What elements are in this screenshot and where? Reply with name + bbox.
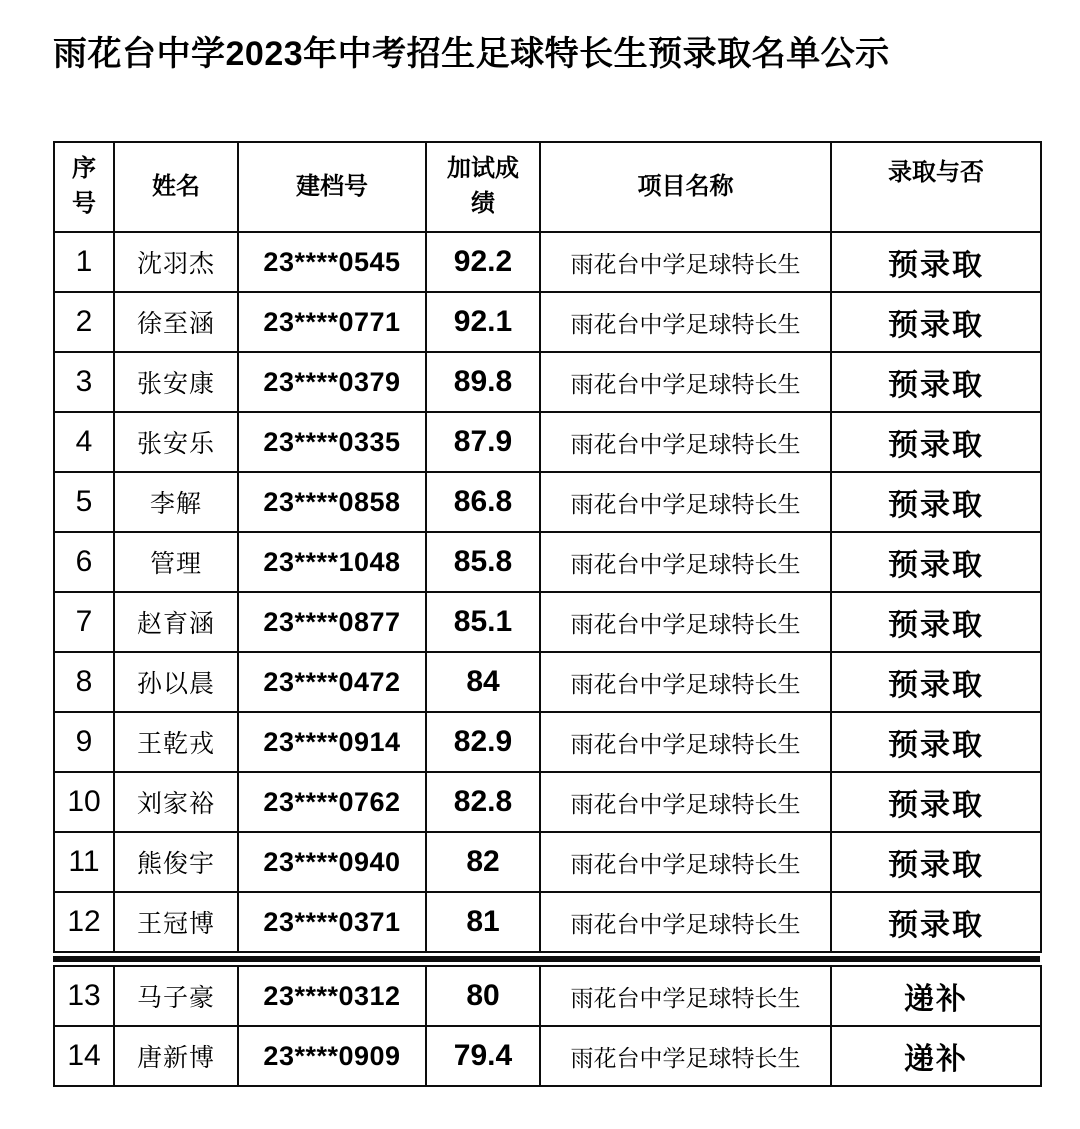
cell-no: 7 <box>54 592 114 652</box>
cell-no: 10 <box>54 772 114 832</box>
cell-status: 预录取 <box>831 352 1041 412</box>
cell-status: 预录取 <box>831 652 1041 712</box>
cell-program: 雨花台中学足球特长生 <box>540 832 831 892</box>
cell-name: 熊俊宇 <box>114 832 238 892</box>
cell-id: 23****0472 <box>238 652 426 712</box>
cell-program: 雨花台中学足球特长生 <box>540 532 831 592</box>
cell-score: 92.1 <box>426 292 540 352</box>
cell-id: 23****0771 <box>238 292 426 352</box>
table-row <box>54 532 1041 592</box>
cell-name: 张安乐 <box>114 412 238 472</box>
cell-name: 唐新博 <box>114 1026 238 1086</box>
table-row <box>54 412 1041 472</box>
cell-score: 85.1 <box>426 592 540 652</box>
table-header-row <box>54 142 1041 232</box>
column-header: 建档号 <box>238 142 426 232</box>
cell-no: 3 <box>54 352 114 412</box>
admission-table-waitlist <box>53 965 1042 1087</box>
table-row <box>54 472 1041 532</box>
cell-no: 13 <box>54 966 114 1026</box>
column-header: 录取与否 <box>831 142 1041 232</box>
cell-id: 23****0858 <box>238 472 426 532</box>
cell-no: 5 <box>54 472 114 532</box>
cell-program: 雨花台中学足球特长生 <box>540 1026 831 1086</box>
cell-score: 87.9 <box>426 412 540 472</box>
cell-name: 刘家裕 <box>114 772 238 832</box>
cell-status: 预录取 <box>831 232 1041 292</box>
cell-score: 89.8 <box>426 352 540 412</box>
table-row <box>54 352 1041 412</box>
cell-status: 预录取 <box>831 532 1041 592</box>
column-header: 姓名 <box>114 142 238 232</box>
cell-score: 80 <box>426 966 540 1026</box>
column-header: 项目名称 <box>540 142 831 232</box>
cell-name: 张安康 <box>114 352 238 412</box>
cell-id: 23****0914 <box>238 712 426 772</box>
cell-id: 23****0312 <box>238 966 426 1026</box>
page-title: 雨花台中学2023年中考招生足球特长生预录取名单公示 <box>53 35 890 73</box>
section-divider <box>53 956 1040 962</box>
cell-program: 雨花台中学足球特长生 <box>540 966 831 1026</box>
cell-score: 82.8 <box>426 772 540 832</box>
cell-score: 82 <box>426 832 540 892</box>
cell-status: 预录取 <box>831 892 1041 952</box>
cell-no: 2 <box>54 292 114 352</box>
table-row <box>54 892 1041 952</box>
column-header: 序号 <box>54 142 114 232</box>
cell-program: 雨花台中学足球特长生 <box>540 772 831 832</box>
cell-score: 81 <box>426 892 540 952</box>
cell-id: 23****1048 <box>238 532 426 592</box>
cell-no: 1 <box>54 232 114 292</box>
cell-status: 递补 <box>831 966 1041 1026</box>
cell-name: 徐至涵 <box>114 292 238 352</box>
cell-id: 23****0762 <box>238 772 426 832</box>
cell-name: 马子豪 <box>114 966 238 1026</box>
table-row <box>54 232 1041 292</box>
cell-program: 雨花台中学足球特长生 <box>540 292 831 352</box>
cell-name: 李解 <box>114 472 238 532</box>
admission-table-main <box>53 141 1042 953</box>
cell-id: 23****0940 <box>238 832 426 892</box>
cell-status: 预录取 <box>831 292 1041 352</box>
cell-no: 4 <box>54 412 114 472</box>
table-row <box>54 832 1041 892</box>
table-row <box>54 652 1041 712</box>
cell-status: 递补 <box>831 1026 1041 1086</box>
cell-status: 预录取 <box>831 832 1041 892</box>
column-header: 加试成绩 <box>426 142 540 232</box>
cell-score: 92.2 <box>426 232 540 292</box>
cell-no: 11 <box>54 832 114 892</box>
cell-score: 82.9 <box>426 712 540 772</box>
cell-name: 王冠博 <box>114 892 238 952</box>
table-row <box>54 592 1041 652</box>
cell-name: 赵育涵 <box>114 592 238 652</box>
cell-program: 雨花台中学足球特长生 <box>540 652 831 712</box>
cell-id: 23****0877 <box>238 592 426 652</box>
cell-status: 预录取 <box>831 472 1041 532</box>
cell-program: 雨花台中学足球特长生 <box>540 892 831 952</box>
cell-status: 预录取 <box>831 772 1041 832</box>
cell-id: 23****0909 <box>238 1026 426 1086</box>
cell-score: 85.8 <box>426 532 540 592</box>
cell-score: 86.8 <box>426 472 540 532</box>
table-row <box>54 966 1041 1026</box>
cell-no: 9 <box>54 712 114 772</box>
cell-no: 14 <box>54 1026 114 1086</box>
cell-program: 雨花台中学足球特长生 <box>540 412 831 472</box>
cell-id: 23****0379 <box>238 352 426 412</box>
cell-id: 23****0545 <box>238 232 426 292</box>
cell-program: 雨花台中学足球特长生 <box>540 712 831 772</box>
cell-no: 8 <box>54 652 114 712</box>
cell-name: 沈羽杰 <box>114 232 238 292</box>
cell-id: 23****0371 <box>238 892 426 952</box>
cell-name: 管理 <box>114 532 238 592</box>
cell-no: 6 <box>54 532 114 592</box>
cell-program: 雨花台中学足球特长生 <box>540 352 831 412</box>
cell-program: 雨花台中学足球特长生 <box>540 232 831 292</box>
cell-name: 王乾戎 <box>114 712 238 772</box>
cell-id: 23****0335 <box>238 412 426 472</box>
cell-name: 孙以晨 <box>114 652 238 712</box>
cell-score: 79.4 <box>426 1026 540 1086</box>
cell-program: 雨花台中学足球特长生 <box>540 472 831 532</box>
cell-score: 84 <box>426 652 540 712</box>
cell-status: 预录取 <box>831 712 1041 772</box>
table-row <box>54 712 1041 772</box>
table-row <box>54 292 1041 352</box>
cell-status: 预录取 <box>831 592 1041 652</box>
table-row <box>54 1026 1041 1086</box>
cell-no: 12 <box>54 892 114 952</box>
table-row <box>54 772 1041 832</box>
cell-program: 雨花台中学足球特长生 <box>540 592 831 652</box>
cell-status: 预录取 <box>831 412 1041 472</box>
